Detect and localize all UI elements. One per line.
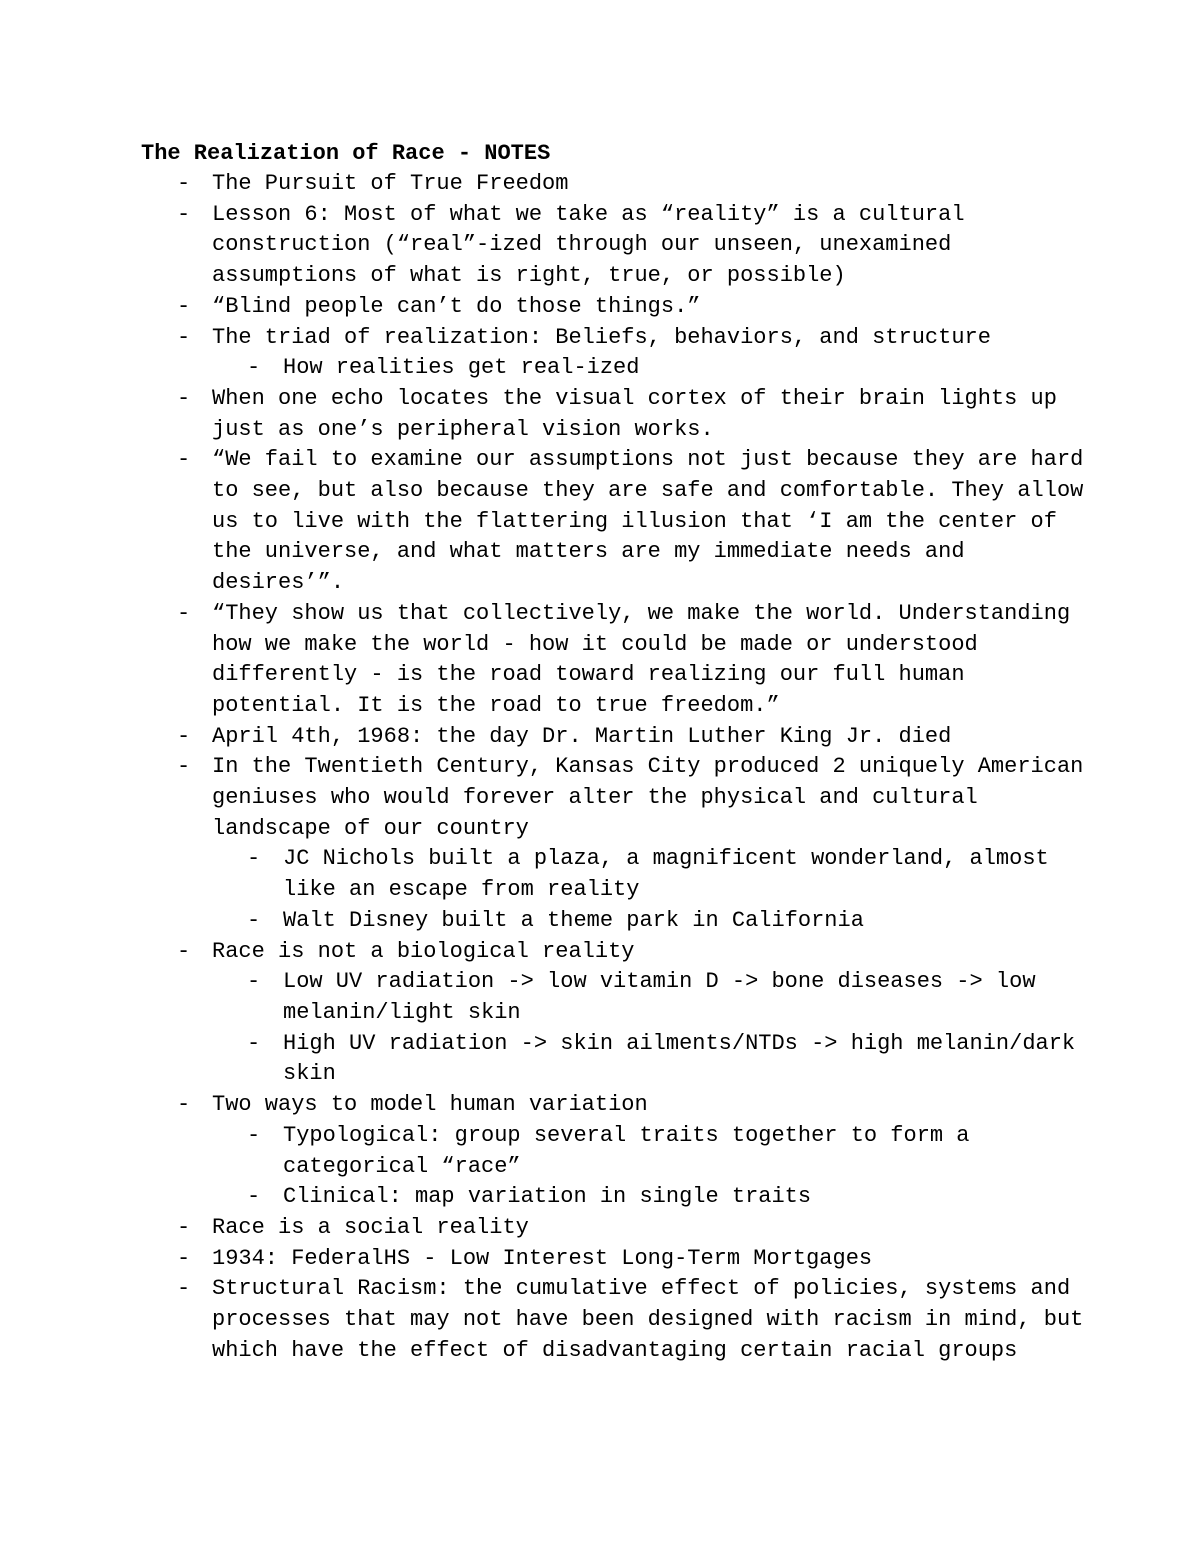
bullet-text: JC Nichols built a plaza, a magnificent wonderland, almost like an escape from reality [283, 846, 1062, 903]
document-title: The Realization of Race - NOTES [141, 141, 551, 166]
bullet-text: Race is not a biological reality [212, 938, 635, 964]
bullet-text: Race is a social reality [212, 1214, 529, 1240]
bullet-text: April 4th, 1968: the day Dr. Martin Luther King Jr. died [212, 723, 952, 749]
notes-list [141, 169, 1101, 1366]
dash-bullet-icon: - [177, 324, 191, 350]
dash-bullet-icon: - [247, 1184, 261, 1210]
bullet-item [141, 1274, 1101, 1366]
bullet-text: Clinical: map variation in single traits [283, 1184, 812, 1210]
bullet-text: Typological: group several traits together to form a categorical “race” [283, 1122, 983, 1179]
dash-bullet-icon: - [247, 969, 261, 995]
dash-bullet-icon: - [177, 723, 191, 749]
bullet-text: The triad of realization: Beliefs, behaviors, and structure [212, 324, 991, 350]
bullet-text: “We fail to examine our assumptions not just because they are hard to see, but also because they are safe and comfortable. They allow us to live with the flattering illusion that ‘I am the center of the universe, and what matters are my immediate needs and desires’”. [212, 447, 1097, 596]
bullet-text: “They show us that collectively, we make the world. Understanding how we make the world - how it could be made or understood differently - is the road toward realizing our full human potential. It is the road to true freedom.” [212, 600, 1084, 718]
bullet-text: Lesson 6: Most of what we take as “reality” is a cultural construction (“real”-ized through our unseen, unexamined assumptions of what is right, true, or possible) [212, 201, 978, 289]
bullet-item [141, 1090, 1101, 1121]
bullet-item [141, 752, 1101, 844]
bullet-text: Low UV radiation -> low vitamin D -> bone diseases -> low melanin/light skin [283, 969, 1049, 1025]
dash-bullet-icon: - [177, 447, 191, 473]
bullet-text: The Pursuit of True Freedom [212, 171, 569, 196]
dash-bullet-icon: - [177, 600, 191, 626]
dash-bullet-icon: - [177, 293, 191, 319]
bullet-text: Structural Racism: the cumulative effect of policies, systems and processes that may not have been designed with racism in mind, but which have the effect of disadvantaging certain racial groups [212, 1276, 1097, 1363]
bullet-text: In the Twentieth Century, Kansas City produced 2 uniquely American geniuses who would forever alter the physical and cultural landscape of our country [212, 754, 1097, 841]
sub-bullet-item [141, 1182, 1101, 1213]
bullet-text: When one echo locates the visual cortex of their brain lights up just as one’s peripheral vision works. [212, 385, 1071, 442]
dash-bullet-icon: - [177, 754, 191, 780]
bullet-item [141, 722, 1101, 753]
bullet-item [141, 1244, 1101, 1275]
document-page [141, 138, 1101, 1366]
dash-bullet-icon: - [177, 1245, 191, 1271]
sub-bullet-item [141, 844, 1101, 905]
bullet-item [141, 292, 1101, 323]
sub-bullet-item [141, 1121, 1101, 1182]
dash-bullet-icon: - [247, 907, 261, 933]
bullet-item [141, 937, 1101, 968]
bullet-text: Two ways to model human variation [212, 1092, 648, 1118]
dash-bullet-icon: - [177, 385, 191, 411]
dash-bullet-icon: - [177, 1092, 191, 1118]
dash-bullet-icon: - [247, 1030, 261, 1056]
sub-bullet-item [141, 1029, 1101, 1090]
sub-bullet-item [141, 906, 1101, 937]
dash-bullet-icon: - [177, 1214, 191, 1240]
bullet-text: High UV radiation -> skin ailments/NTDs -> high melanin/dark skin [283, 1030, 1089, 1087]
sub-bullet-item [141, 353, 1101, 384]
bullet-text: How realities get real-ized [283, 355, 640, 381]
dash-bullet-icon: - [177, 938, 191, 964]
bullet-item [141, 200, 1101, 292]
bullet-item [141, 445, 1101, 599]
bullet-item [141, 599, 1101, 722]
bullet-item [141, 384, 1101, 445]
bullet-item [141, 169, 1101, 200]
bullet-text: “Blind people can’t do those things.” [212, 293, 701, 319]
bullet-text: 1934: FederalHS - Low Interest Long-Term Mortgages [212, 1245, 873, 1271]
dash-bullet-icon: - [177, 201, 191, 227]
sub-bullet-item [141, 967, 1101, 1028]
dash-bullet-icon: - [177, 171, 191, 196]
dash-bullet-icon: - [247, 846, 261, 872]
bullet-item [141, 1213, 1101, 1244]
dash-bullet-icon: - [177, 1276, 191, 1302]
bullet-text: Walt Disney built a theme park in California [283, 907, 864, 933]
dash-bullet-icon: - [247, 1122, 261, 1148]
dash-bullet-icon: - [247, 355, 261, 381]
bullet-item [141, 323, 1101, 354]
